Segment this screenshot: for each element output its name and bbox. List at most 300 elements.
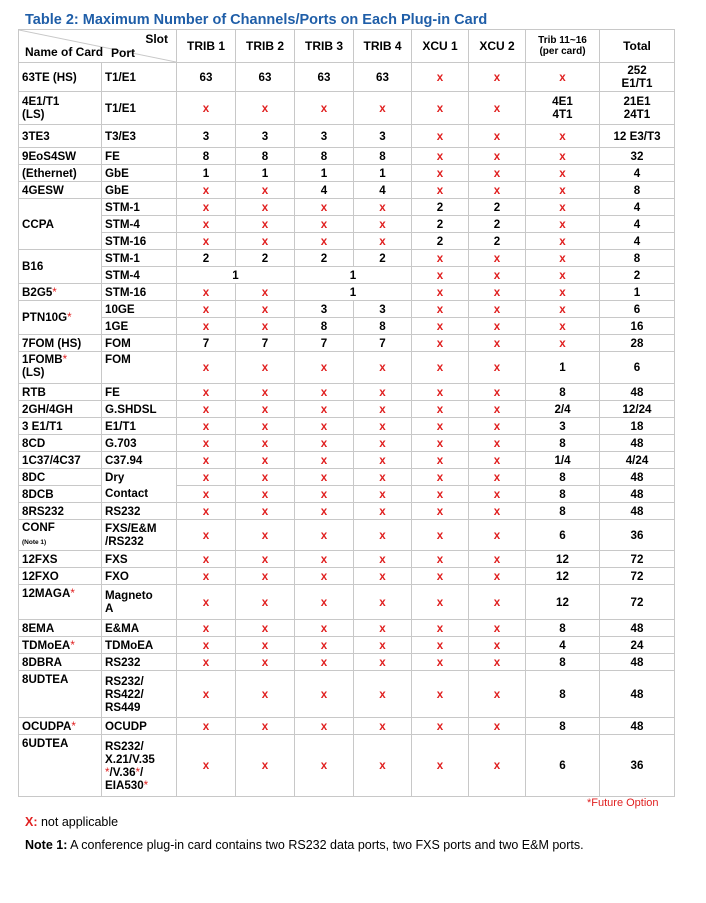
cell-na: x bbox=[412, 735, 469, 797]
cell-na: x bbox=[412, 165, 469, 182]
table-row bbox=[19, 250, 675, 267]
port-type: TDMoEA bbox=[102, 637, 177, 654]
cell-value: 2 bbox=[469, 216, 526, 233]
cell-na: x bbox=[526, 165, 600, 182]
cell-value: 8 bbox=[177, 148, 236, 165]
table-row bbox=[19, 469, 675, 486]
note-1 bbox=[25, 838, 584, 852]
cell-value: 1 bbox=[295, 165, 354, 182]
port-type: RS232 bbox=[102, 654, 177, 671]
port-label: Port bbox=[111, 46, 135, 60]
port-type: 10GE bbox=[102, 301, 177, 318]
table-row bbox=[19, 620, 675, 637]
card-name: 8DCB bbox=[19, 486, 102, 503]
cell-na: x bbox=[177, 469, 236, 486]
cell-value: 8 bbox=[526, 486, 600, 503]
cell-na: x bbox=[177, 620, 236, 637]
table-row bbox=[19, 182, 675, 199]
future-option-marker: * bbox=[52, 285, 57, 299]
table-row bbox=[19, 233, 675, 250]
cell-na: x bbox=[236, 671, 295, 718]
future-option-marker: * bbox=[62, 353, 68, 366]
cell-na: x bbox=[177, 233, 236, 250]
table-caption: Table 2: Maximum Number of Channels/Ports on Each Plug-in Card bbox=[25, 12, 488, 28]
col-xcu1: XCU 1 bbox=[412, 30, 469, 63]
total-line: 24T1 bbox=[623, 108, 651, 121]
cell-na: x bbox=[177, 520, 236, 551]
cell-value: 3 bbox=[526, 418, 600, 435]
port-type: RS232 bbox=[102, 503, 177, 520]
cell-na: x bbox=[469, 92, 526, 125]
cell-total: 48 bbox=[600, 469, 675, 486]
cell-total: 4 bbox=[600, 216, 675, 233]
cell-total: 24 bbox=[600, 637, 675, 654]
cell-na: x bbox=[295, 199, 354, 216]
cell-total: 4 bbox=[600, 165, 675, 182]
cell-na: x bbox=[412, 63, 469, 92]
cell-na: x bbox=[354, 620, 412, 637]
cell-na: x bbox=[177, 718, 236, 735]
cell-total: 18 bbox=[600, 418, 675, 435]
port-line: EIA530 bbox=[105, 778, 144, 792]
table-row bbox=[19, 301, 675, 318]
cell-total: 16 bbox=[600, 318, 675, 335]
cell-value: 3 bbox=[354, 125, 412, 148]
cell-value: 63 bbox=[177, 63, 236, 92]
cell-value-merged: 1 bbox=[295, 267, 412, 284]
cell-value: 63 bbox=[295, 63, 354, 92]
cell-na: x bbox=[354, 233, 412, 250]
card-name: 6UDTEA bbox=[19, 735, 102, 797]
cell-na: x bbox=[412, 551, 469, 568]
port-type: STM-4 bbox=[102, 267, 177, 284]
cell-value: 8 bbox=[526, 384, 600, 401]
cell-na: x bbox=[354, 637, 412, 654]
cell-value: 6 bbox=[526, 735, 600, 797]
table-row bbox=[19, 92, 675, 125]
note-text: A conference plug-in card contains two RS232 data ports, two FXS ports and two E&M ports. bbox=[67, 838, 584, 852]
port-type: FE bbox=[102, 148, 177, 165]
cell-na: x bbox=[295, 520, 354, 551]
slot-label: Slot bbox=[145, 32, 168, 46]
future-option-marker: * bbox=[105, 765, 110, 779]
port-line: X.21/V.35 bbox=[105, 752, 155, 766]
cell-value: 8 bbox=[526, 654, 600, 671]
cell-na: x bbox=[236, 182, 295, 199]
cell-value: 3 bbox=[295, 301, 354, 318]
cell-na: x bbox=[469, 551, 526, 568]
table-row bbox=[19, 585, 675, 620]
card-name bbox=[19, 301, 102, 335]
cell-value: 2 bbox=[412, 216, 469, 233]
cell-value: 1 bbox=[177, 165, 236, 182]
cell-na: x bbox=[295, 568, 354, 585]
card-name bbox=[19, 520, 102, 551]
cell-total: 36 bbox=[600, 520, 675, 551]
cell-na: x bbox=[295, 551, 354, 568]
cell-na: x bbox=[236, 735, 295, 797]
cell-value: 2 bbox=[295, 250, 354, 267]
cell-na: x bbox=[526, 148, 600, 165]
value-line: 4T1 bbox=[552, 108, 573, 121]
cell-na: x bbox=[177, 568, 236, 585]
table-row bbox=[19, 148, 675, 165]
cell-na: x bbox=[295, 718, 354, 735]
cell-na: x bbox=[295, 735, 354, 797]
cell-na: x bbox=[469, 486, 526, 503]
cell-na: x bbox=[469, 735, 526, 797]
cell-value: 8 bbox=[526, 671, 600, 718]
card-name: (Ethernet) bbox=[19, 165, 102, 182]
cell-na: x bbox=[236, 284, 295, 301]
cell-value: 7 bbox=[295, 335, 354, 352]
cell-na: x bbox=[354, 469, 412, 486]
cell-na: x bbox=[354, 551, 412, 568]
cell-na: x bbox=[526, 63, 600, 92]
future-option-marker: * bbox=[71, 719, 76, 733]
cell-total: 12/24 bbox=[600, 401, 675, 418]
card-name: 8DC bbox=[19, 469, 102, 486]
cell-value: 1 bbox=[236, 165, 295, 182]
cell-total: 1 bbox=[600, 284, 675, 301]
port-type: C37.94 bbox=[102, 452, 177, 469]
card-name: 12FXO bbox=[19, 568, 102, 585]
cell-na: x bbox=[412, 318, 469, 335]
cell-na: x bbox=[412, 301, 469, 318]
cell-value: 2 bbox=[177, 250, 236, 267]
cell-value: 7 bbox=[177, 335, 236, 352]
cell-na: x bbox=[177, 486, 236, 503]
cell-na: x bbox=[412, 148, 469, 165]
cell-na: x bbox=[469, 250, 526, 267]
cell-na: x bbox=[469, 182, 526, 199]
table-row bbox=[19, 503, 675, 520]
cell-na: x bbox=[469, 165, 526, 182]
cell-na: x bbox=[177, 452, 236, 469]
card-name: 8RS232 bbox=[19, 503, 102, 520]
card-name: CCPA bbox=[19, 199, 102, 250]
port-line: / bbox=[140, 765, 144, 779]
cell-value: 3 bbox=[295, 125, 354, 148]
card-name bbox=[19, 92, 102, 125]
name-of-card-label: Name of Card bbox=[25, 45, 104, 59]
cell-total: 48 bbox=[600, 654, 675, 671]
card-name-text: OCUDPA bbox=[22, 719, 72, 733]
port-line: RS232/ bbox=[105, 739, 144, 753]
cell-na: x bbox=[177, 182, 236, 199]
cell-na: x bbox=[236, 620, 295, 637]
cell-na: x bbox=[177, 318, 236, 335]
table-row bbox=[19, 335, 675, 352]
col-trib1116-label: Trib 11~16 bbox=[538, 35, 587, 46]
total-unit: E1/T1 bbox=[621, 77, 653, 90]
cell-na: x bbox=[177, 735, 236, 797]
cell-total: 8 bbox=[600, 250, 675, 267]
cell-na: x bbox=[412, 671, 469, 718]
cell-na: x bbox=[412, 335, 469, 352]
table-row bbox=[19, 654, 675, 671]
cell-na: x bbox=[412, 401, 469, 418]
cell-value: 1 bbox=[354, 165, 412, 182]
cell-na: x bbox=[236, 486, 295, 503]
table-row bbox=[19, 718, 675, 735]
cell-value: 8 bbox=[526, 620, 600, 637]
cell-value: 2 bbox=[236, 250, 295, 267]
col-trib2: TRIB 2 bbox=[236, 30, 295, 63]
cell-total: 36 bbox=[600, 735, 675, 797]
cell-na: x bbox=[412, 654, 469, 671]
table-row bbox=[19, 384, 675, 401]
cell-na: x bbox=[354, 384, 412, 401]
cell-na: x bbox=[177, 401, 236, 418]
port-type: STM-1 bbox=[102, 250, 177, 267]
port-type bbox=[102, 735, 177, 797]
cell-na: x bbox=[412, 435, 469, 452]
cell-na: x bbox=[236, 92, 295, 125]
cell-na: x bbox=[412, 250, 469, 267]
cell-na: x bbox=[236, 718, 295, 735]
note-label: Note 1: bbox=[25, 838, 68, 852]
table-row bbox=[19, 418, 675, 435]
cell-value-merged: 1 bbox=[295, 284, 412, 301]
cell-total bbox=[600, 63, 675, 92]
cell-value: 3 bbox=[177, 125, 236, 148]
cell-total: 48 bbox=[600, 435, 675, 452]
cell-na: x bbox=[412, 585, 469, 620]
cell-na: x bbox=[295, 654, 354, 671]
cell-na: x bbox=[412, 452, 469, 469]
cell-na: x bbox=[469, 301, 526, 318]
cell-na: x bbox=[177, 503, 236, 520]
cell-na: x bbox=[469, 452, 526, 469]
cell-na: x bbox=[412, 384, 469, 401]
cell-na: x bbox=[354, 568, 412, 585]
table-row bbox=[19, 637, 675, 654]
cell-na: x bbox=[526, 267, 600, 284]
cell-na: x bbox=[236, 469, 295, 486]
port-type: G.703 bbox=[102, 435, 177, 452]
legend-text: not applicable bbox=[37, 815, 119, 829]
port-type: E1/T1 bbox=[102, 418, 177, 435]
card-name bbox=[19, 284, 102, 301]
cell-na: x bbox=[177, 92, 236, 125]
cell-value: 7 bbox=[236, 335, 295, 352]
cell-na: x bbox=[236, 301, 295, 318]
cell-total: 48 bbox=[600, 718, 675, 735]
cell-na: x bbox=[295, 233, 354, 250]
cell-value: 2 bbox=[469, 233, 526, 250]
cell-na: x bbox=[295, 620, 354, 637]
cell-na: x bbox=[412, 284, 469, 301]
table-row bbox=[19, 401, 675, 418]
cell-value: 8 bbox=[354, 318, 412, 335]
cell-na: x bbox=[236, 452, 295, 469]
cell-na: x bbox=[354, 199, 412, 216]
card-name: 7FOM (HS) bbox=[19, 335, 102, 352]
cell-na: x bbox=[354, 486, 412, 503]
cell-na: x bbox=[412, 637, 469, 654]
future-option-marker: * bbox=[67, 311, 72, 324]
cell-total: 4/24 bbox=[600, 452, 675, 469]
cell-na: x bbox=[354, 418, 412, 435]
cell-na: x bbox=[469, 671, 526, 718]
card-name: 1C37/4C37 bbox=[19, 452, 102, 469]
col-trib1: TRIB 1 bbox=[177, 30, 236, 63]
cell-na: x bbox=[526, 250, 600, 267]
table-row bbox=[19, 284, 675, 301]
cell-na: x bbox=[526, 182, 600, 199]
cell-na: x bbox=[295, 486, 354, 503]
cell-na: x bbox=[295, 503, 354, 520]
cell-na: x bbox=[412, 469, 469, 486]
table-row bbox=[19, 551, 675, 568]
cell-na: x bbox=[236, 418, 295, 435]
table-row bbox=[19, 735, 675, 797]
cell-na: x bbox=[469, 125, 526, 148]
cell-value: 4 bbox=[354, 182, 412, 199]
cell-na: x bbox=[177, 654, 236, 671]
note-reference: (Note 1) bbox=[22, 539, 47, 546]
cell-value: 8 bbox=[295, 318, 354, 335]
total-line: 21E1 bbox=[623, 95, 651, 108]
legend-marker: X: bbox=[25, 815, 38, 829]
port-line: /RS232 bbox=[105, 535, 144, 548]
card-name-text: PTN10G bbox=[22, 311, 68, 324]
cell-na: x bbox=[177, 199, 236, 216]
cell-na: x bbox=[354, 352, 412, 384]
cell-na: x bbox=[469, 401, 526, 418]
card-name bbox=[19, 718, 102, 735]
cell-na: x bbox=[354, 452, 412, 469]
cell-total: 72 bbox=[600, 551, 675, 568]
card-name: 12FXS bbox=[19, 551, 102, 568]
card-name: 9EoS4SW bbox=[19, 148, 102, 165]
cell-na: x bbox=[469, 267, 526, 284]
cell-na: x bbox=[177, 585, 236, 620]
cell-na: x bbox=[295, 92, 354, 125]
port-line: A bbox=[105, 602, 114, 615]
cell-value: 4 bbox=[526, 637, 600, 654]
table-row bbox=[19, 520, 675, 551]
cell-value: 2 bbox=[469, 199, 526, 216]
card-name bbox=[19, 585, 102, 620]
cell-value: 7 bbox=[354, 335, 412, 352]
cell-na: x bbox=[295, 352, 354, 384]
cell-na: x bbox=[177, 301, 236, 318]
cell-na: x bbox=[469, 654, 526, 671]
cell-na: x bbox=[526, 233, 600, 250]
card-name-line: (LS) bbox=[22, 366, 45, 379]
cell-value: 2/4 bbox=[526, 401, 600, 418]
table-row bbox=[19, 318, 675, 335]
cell-value: 12 bbox=[526, 568, 600, 585]
table-row bbox=[19, 452, 675, 469]
table-row bbox=[19, 63, 675, 92]
cell-value: 1/4 bbox=[526, 452, 600, 469]
cell-value: 8 bbox=[236, 148, 295, 165]
port-type: GbE bbox=[102, 182, 177, 199]
card-name: 63TE (HS) bbox=[19, 63, 102, 92]
cell-na: x bbox=[469, 520, 526, 551]
card-name: B16 bbox=[19, 250, 102, 284]
cell-na: x bbox=[412, 92, 469, 125]
future-option-marker: * bbox=[135, 765, 141, 779]
cell-na: x bbox=[177, 384, 236, 401]
table-row bbox=[19, 165, 675, 182]
cell-na: x bbox=[177, 435, 236, 452]
cell-na: x bbox=[412, 182, 469, 199]
cell-total: 4 bbox=[600, 199, 675, 216]
cell-na: x bbox=[469, 585, 526, 620]
cell-na: x bbox=[526, 301, 600, 318]
value-line: 4E1 bbox=[552, 95, 573, 108]
cell-na: x bbox=[354, 503, 412, 520]
port-type: FOM bbox=[102, 335, 177, 352]
cell-na: x bbox=[354, 216, 412, 233]
port-type: T1/E1 bbox=[102, 92, 177, 125]
card-name bbox=[19, 637, 102, 654]
card-name: 3 E1/T1 bbox=[19, 418, 102, 435]
card-name: 8DBRA bbox=[19, 654, 102, 671]
port-type: Contact bbox=[102, 486, 177, 503]
cell-value: 2 bbox=[412, 199, 469, 216]
card-name-text: CONF bbox=[22, 521, 55, 534]
cell-na: x bbox=[236, 568, 295, 585]
port-type bbox=[102, 585, 177, 620]
cell-na: x bbox=[295, 452, 354, 469]
card-name-text: TDMoEA bbox=[22, 638, 71, 652]
port-type: FXO bbox=[102, 568, 177, 585]
port-type: GbE bbox=[102, 165, 177, 182]
table-row bbox=[19, 486, 675, 503]
cell-na: x bbox=[412, 352, 469, 384]
col-total: Total bbox=[600, 30, 675, 63]
cell-na: x bbox=[469, 284, 526, 301]
cell-na: x bbox=[526, 335, 600, 352]
cell-total bbox=[600, 92, 675, 125]
cell-na: x bbox=[177, 216, 236, 233]
corner-header bbox=[19, 30, 177, 63]
card-name-line: (LS) bbox=[22, 108, 45, 121]
cell-na: x bbox=[236, 435, 295, 452]
port-type: E&MA bbox=[102, 620, 177, 637]
future-option-marker: * bbox=[143, 778, 149, 792]
cell-na: x bbox=[236, 401, 295, 418]
cell-value bbox=[526, 92, 600, 125]
port-type: STM-16 bbox=[102, 233, 177, 250]
cell-value: 63 bbox=[354, 63, 412, 92]
cell-na: x bbox=[412, 503, 469, 520]
card-name: 3TE3 bbox=[19, 125, 102, 148]
cell-total: 28 bbox=[600, 335, 675, 352]
port-type: G.SHDSL bbox=[102, 401, 177, 418]
port-type: FE bbox=[102, 384, 177, 401]
cell-value: 63 bbox=[236, 63, 295, 92]
cell-na: x bbox=[236, 352, 295, 384]
cell-na: x bbox=[236, 503, 295, 520]
cell-na: x bbox=[354, 401, 412, 418]
card-name-line: 4E1/T1 bbox=[22, 95, 60, 108]
cell-na: x bbox=[354, 654, 412, 671]
cell-na: x bbox=[526, 199, 600, 216]
cell-na: x bbox=[469, 503, 526, 520]
table-row bbox=[19, 671, 675, 718]
cell-na: x bbox=[469, 718, 526, 735]
future-option-marker: * bbox=[70, 638, 75, 652]
cell-na: x bbox=[177, 551, 236, 568]
port-type: STM-16 bbox=[102, 284, 177, 301]
cell-na: x bbox=[469, 568, 526, 585]
